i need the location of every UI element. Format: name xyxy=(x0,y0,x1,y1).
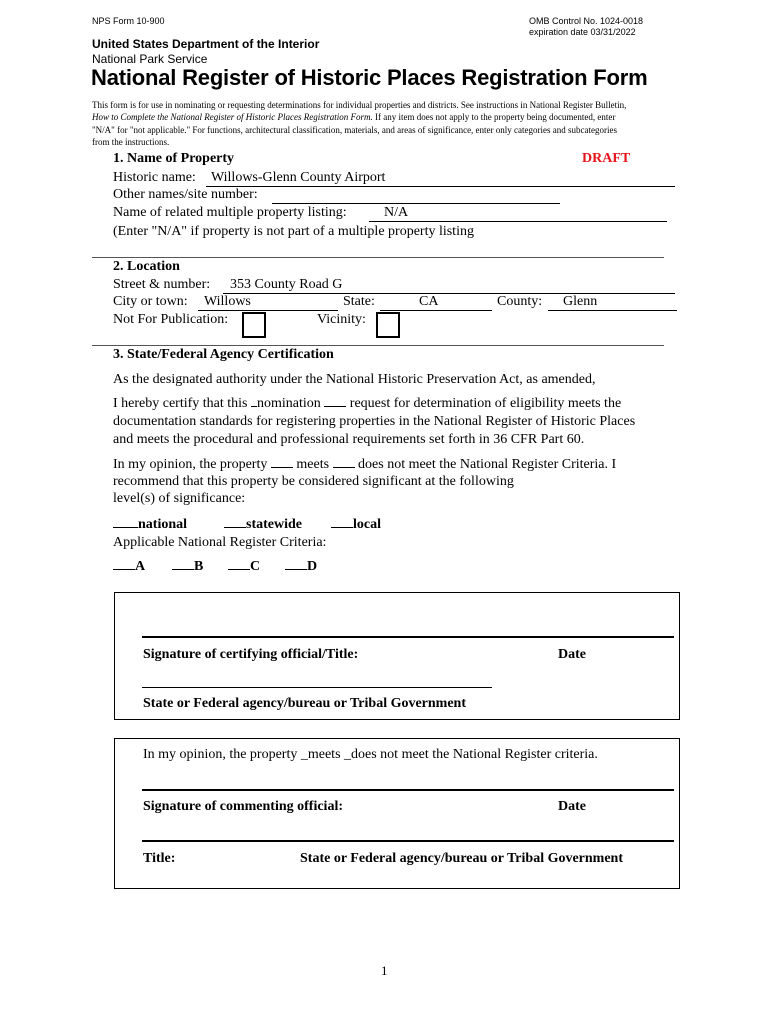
intro-line-3: "N/A" for "not applicable." For functions, architectural classification, materials, and areas of significance, enter only categories and subcategories xyxy=(92,125,618,135)
department-name: United States Department of the Interior xyxy=(92,37,320,51)
level-local-label: local xyxy=(353,517,381,532)
county-label: County: xyxy=(497,294,543,309)
historic-name-field[interactable]: Willows-Glenn County Airport xyxy=(211,170,386,185)
opinion-line-3: level(s) of significance: xyxy=(113,491,246,506)
state-underline xyxy=(380,310,492,311)
certify-line-1 xyxy=(113,396,621,412)
opinion-line-2: recommend that this property be considered significant at the following xyxy=(113,474,514,489)
service-name: National Park Service xyxy=(92,52,208,66)
level-statewide-blank[interactable] xyxy=(224,527,246,528)
opinion-text-a: In my opinion, the property xyxy=(113,457,271,472)
request-label: request for determination of eligibility meets the xyxy=(346,396,622,411)
commenting-date-label: Date xyxy=(558,799,586,814)
other-names-label: Other names/site number: xyxy=(113,187,258,202)
certifying-date-label: Date xyxy=(558,647,586,662)
criterion-d-blank[interactable] xyxy=(285,569,307,570)
meets-label: meets xyxy=(292,457,333,472)
certifying-signature-line[interactable] xyxy=(142,636,674,638)
authority-statement: As the designated authority under the National Historic Preservation Act, as amended, xyxy=(113,372,596,387)
commenting-title-line[interactable] xyxy=(142,840,674,842)
multiple-listing-underline xyxy=(369,221,667,222)
not-for-publication-checkbox[interactable] xyxy=(242,312,266,338)
historic-name-underline xyxy=(206,186,675,187)
criterion-b xyxy=(172,559,203,575)
expiration-date: expiration date 03/31/2022 xyxy=(529,27,636,37)
historic-name-label: Historic name: xyxy=(113,170,196,185)
criterion-a xyxy=(113,559,145,575)
level-national-label: national xyxy=(138,517,188,532)
does-not-meet-blank[interactable] xyxy=(333,467,355,468)
intro-line-2 xyxy=(92,112,615,122)
section-1-heading: 1. Name of Property xyxy=(113,151,235,166)
intro-line-2-rest: If any item does not apply to the property being documented, enter xyxy=(372,112,616,122)
page-title: National Register of Historic Places Registration Form xyxy=(91,65,648,90)
does-not-meet-label: does not meet the National Register Criteria. I xyxy=(354,457,617,472)
county-field[interactable]: Glenn xyxy=(563,294,598,309)
intro-line-4: from the instructions. xyxy=(92,137,170,147)
comment-opinion-text: In my opinion, the property _meets _does not meet the National Register criteria. xyxy=(143,747,598,762)
city-field[interactable]: Willows xyxy=(204,294,251,309)
multiple-listing-label: Name of related multiple property listing: xyxy=(113,205,347,220)
street-label: Street & number: xyxy=(113,277,211,292)
criterion-b-blank[interactable] xyxy=(172,569,194,570)
other-names-field[interactable] xyxy=(272,203,560,204)
criteria-label: Applicable National Register Criteria: xyxy=(113,535,327,550)
intro-bulletin-title: How to Complete the National Register of Historic Places Registration Form. xyxy=(92,112,373,122)
request-blank[interactable] xyxy=(324,406,346,407)
certify-line-3: and meets the procedural and professional requirements set forth in 36 CFR Part 60. xyxy=(113,432,585,447)
certify-line-2: documentation standards for registering properties in the National Register of Historic Places xyxy=(113,414,636,429)
commenting-signature-label: Signature of commenting official: xyxy=(143,799,343,814)
criterion-c xyxy=(228,559,260,575)
intro-line-1: This form is for use in nominating or requesting determinations for individual properties and districts. See instructions in National Register Bulletin, xyxy=(92,100,627,110)
not-for-publication-label: Not For Publication: xyxy=(113,312,229,327)
commenting-agency-label: State or Federal agency/bureau or Tribal Government xyxy=(300,851,624,866)
vicinity-label: Vicinity: xyxy=(317,312,366,327)
state-label: State: xyxy=(343,294,375,309)
certifying-agency-label: State or Federal agency/bureau or Tribal Government xyxy=(143,696,467,711)
omb-control-number: OMB Control No. 1024-0018 xyxy=(529,16,644,26)
street-underline xyxy=(223,293,675,294)
section-2-heading: 2. Location xyxy=(113,259,180,274)
commenting-signature-line[interactable] xyxy=(142,789,674,791)
criterion-a-blank[interactable] xyxy=(113,569,135,570)
level-statewide-label: statewide xyxy=(246,517,302,532)
level-national xyxy=(113,517,187,533)
state-field[interactable]: CA xyxy=(419,294,439,309)
criterion-c-blank[interactable] xyxy=(228,569,250,570)
criterion-a-label: A xyxy=(135,559,146,574)
vicinity-checkbox[interactable] xyxy=(376,312,400,338)
section-3-heading: 3. State/Federal Agency Certification xyxy=(113,347,334,362)
multiple-listing-note: (Enter "N/A" if property is not part of a multiple property listing xyxy=(113,224,474,239)
level-statewide xyxy=(224,517,302,533)
section-divider-2 xyxy=(92,345,664,346)
multiple-listing-field[interactable]: N/A xyxy=(384,205,409,220)
level-local-blank[interactable] xyxy=(331,527,353,528)
commenting-title-label: Title: xyxy=(143,851,176,866)
criterion-d xyxy=(285,559,317,575)
form-number: NPS Form 10-900 xyxy=(92,16,165,26)
city-label: City or town: xyxy=(113,294,188,309)
street-field[interactable]: 353 County Road G xyxy=(230,277,343,292)
nomination-label: nomination xyxy=(257,396,321,411)
criterion-d-label: D xyxy=(307,559,318,574)
certify-text-a: I hereby certify that this xyxy=(113,396,252,411)
meets-blank[interactable] xyxy=(271,467,293,468)
page-number: 1 xyxy=(381,963,388,978)
section-divider-1 xyxy=(92,257,664,258)
level-national-blank[interactable] xyxy=(113,527,138,528)
draft-label: DRAFT xyxy=(582,151,631,166)
level-local xyxy=(331,517,381,533)
certifying-signature-label: Signature of certifying official/Title: xyxy=(143,647,359,662)
criterion-b-label: B xyxy=(194,559,204,574)
city-underline xyxy=(198,310,338,311)
opinion-line-1 xyxy=(113,457,616,473)
county-underline xyxy=(548,310,677,311)
certifying-agency-line[interactable] xyxy=(142,687,492,688)
criterion-c-label: C xyxy=(250,559,261,574)
